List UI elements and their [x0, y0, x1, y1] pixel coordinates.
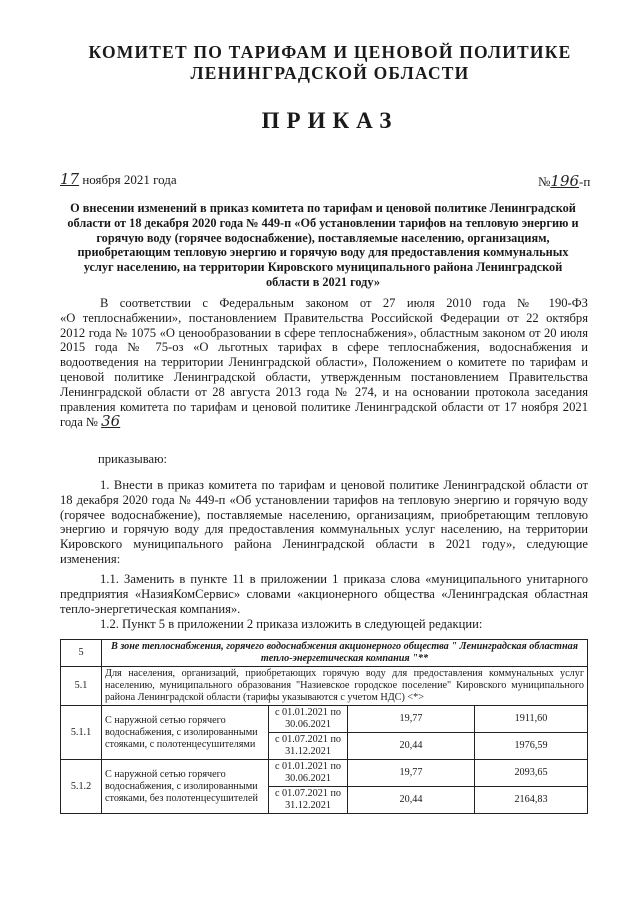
table-row [61, 760, 588, 787]
item-1-line: изменения: [60, 551, 121, 566]
preamble-line: В соответствии с Федеральным законом от 27 июля 2010 года № 190-ФЗ [100, 296, 588, 310]
table-cell-value: 20,44 [348, 787, 475, 814]
table-cell-value: 2164,83 [475, 787, 588, 814]
subject-line: приобретающим тепловую энергию и горячую воду для предоставления коммунальных [77, 245, 569, 260]
item-1-1-line: тепло-энергетическая компания». [60, 601, 241, 616]
document-subject [58, 201, 588, 290]
table-cell-period: с 01.07.2021 по 31.12.2021 [269, 733, 348, 760]
number-prefix: № [538, 174, 551, 189]
table-cell-description: Для населения, организаций, приобретающих горячую воду для предоставления коммунальных услуг населению, муниципального образования "Назиевское городское поселение" Кировского муниципального района Ленинградской области (тарифы указываются с учетом НДС) <*> [102, 667, 588, 706]
table-cell-description: С наружной сетью горячего водоснабжения, с изолированными стояками, с полотенцесушителями [102, 706, 269, 760]
date-rest: ноября 2021 года [79, 172, 177, 187]
item-1-2-line: 1.2. Пункт 5 в приложении 2 приказа изложить в следующей редакции: [100, 617, 483, 631]
preamble-line: правления комитета по тарифам и ценовой политике Ленинградской области от 17 ноября 2021 [60, 399, 588, 414]
preamble-line: 2015 года № 75-оз «О льготных тарифах в сфере теплоснабжения, водоснабжения и [60, 340, 588, 355]
table-cell-value: 20,44 [348, 733, 475, 760]
table-row [61, 667, 588, 706]
table-cell-value: 19,77 [348, 706, 475, 733]
number-handwritten: 196 [550, 172, 580, 190]
table-cell-value: 1911,60 [475, 706, 588, 733]
table-cell-num: 5.1.2 [61, 760, 102, 814]
subject-line: О внесении изменений в приказ комитета по тарифам и ценовой политике Ленинградской [70, 201, 576, 215]
order-word: приказываю: [98, 452, 168, 466]
document-number [538, 172, 590, 190]
item-1-2-paragraph [60, 617, 588, 632]
item-1-line: энергию и горячую воду для предоставления коммунальных услуг населению, на территории [60, 522, 588, 537]
item-1-1-line: предприятия «НазияКомСервис» словами «акционерного общества «Ленинградская областная [60, 586, 588, 601]
table-cell-zone: В зоне теплоснабжения, горячего водоснабжения акционерного общества " Ленинградская областная тепло-энергетическая компания "** [102, 640, 588, 667]
item-1-1-paragraph [60, 572, 588, 616]
table-cell-period: с 01.01.2021 по 30.06.2021 [269, 706, 348, 733]
table-cell-description: С наружной сетью горячего водоснабжения, с изолированными стояками, без полотенцесушителей [102, 760, 269, 814]
date-day-handwritten: 17 [60, 170, 80, 188]
table-cell-value: 19,77 [348, 760, 475, 787]
preamble-end-prefix: года № [60, 415, 102, 430]
item-1-line: 1. Внести в приказ комитета по тарифам и ценовой политике Ленинградской области от [100, 478, 588, 492]
preamble-line-end [60, 414, 588, 430]
document-title: ПРИКАЗ [261, 108, 399, 133]
number-suffix: -п [579, 174, 591, 189]
table-cell-value: 2093,65 [475, 760, 588, 787]
subject-line: области в 2021 году» [266, 274, 380, 289]
item-1-paragraph [60, 478, 588, 567]
subject-line: области от 18 декабря 2020 года № 449-п «Об установлении тарифов на тепловую энергию и [67, 215, 579, 230]
organization-name [60, 42, 600, 84]
subject-line: услуг населению, на территории Кировского муниципального района Ленинградской [83, 260, 563, 275]
tariff-table [60, 639, 588, 814]
preamble-line: ценовой политике Ленинградской области, утвержденным постановлением Правительства [60, 369, 588, 384]
preamble-line: «О теплоснабжении», постановлением Правительства Российской Федерации от 22 октября [60, 310, 588, 325]
item-1-line: 18 декабря 2020 года № 449-п «Об установлении тарифов на тепловую энергию и горячую воду [60, 492, 588, 507]
table-cell-period: с 01.01.2021 по 30.06.2021 [269, 760, 348, 787]
protocol-number-handwritten: 36 [101, 412, 121, 431]
table-cell-num: 5.1.1 [61, 706, 102, 760]
preamble-line: водоотведения на территории Ленинградской области», Положением о комитете по тарифам и [60, 355, 588, 370]
preamble-line: Ленинградской области от 28 августа 2013 года № 274, и на основании протокола заседания [60, 384, 588, 399]
preamble-line: 2012 года № 1075 «О ценообразовании в сфере теплоснабжения», областным законом от 20 июля [60, 325, 588, 340]
table-cell-period: с 01.07.2021 по 31.12.2021 [269, 787, 348, 814]
preamble-paragraph [60, 296, 588, 430]
table-cell-num: 5 [61, 640, 102, 667]
org-line-2: ЛЕНИНГРАДСКОЙ ОБЛАСТИ [190, 63, 470, 83]
table-cell-num: 5.1 [61, 667, 102, 706]
subject-line: горячую воду (горячее водоснабжение), поставляемые населению, организациям, [96, 230, 550, 245]
table-row [61, 706, 588, 733]
item-1-1-line: 1.1. Заменить в пункте 11 в приложении 1 приказа слова «муниципального унитарного [100, 572, 588, 586]
document-date [60, 170, 177, 188]
table-row [61, 640, 588, 667]
item-1-line: Кировского муниципального района Ленинградской области в 2021 году», следующие [60, 537, 588, 552]
table-cell-value: 1976,59 [475, 733, 588, 760]
item-1-line: (горячее водоснабжение), поставляемые населению, организациям, приобретающим тепловую [60, 507, 588, 522]
org-line-1: КОМИТЕТ ПО ТАРИФАМ И ЦЕНОВОЙ ПОЛИТИКЕ [88, 42, 572, 62]
